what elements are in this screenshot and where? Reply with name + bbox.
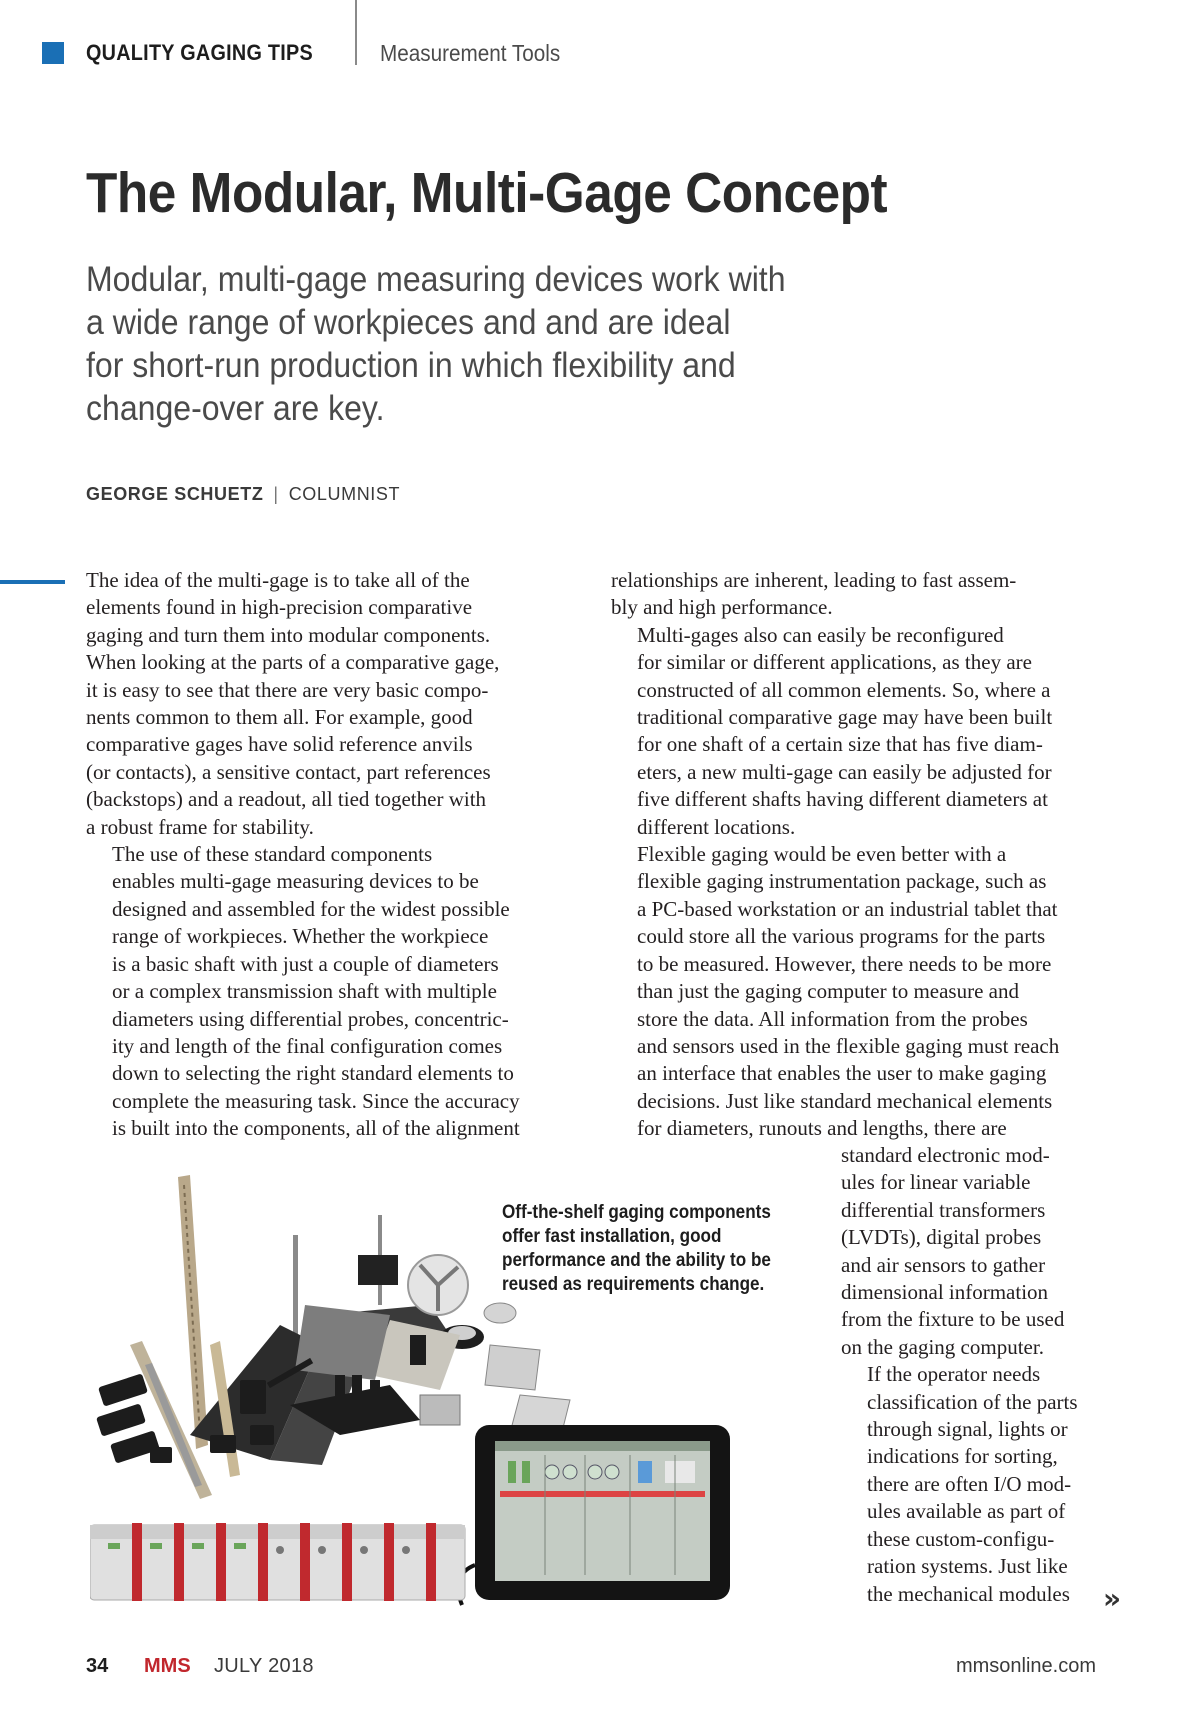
text-line: it is easy to see that there are very basic compo- <box>86 677 489 702</box>
deck-line: for short-run production in which flexibility and <box>86 346 736 385</box>
text-line: offer fast installation, good <box>502 1226 722 1247</box>
byline <box>86 484 400 505</box>
text-line: these custom-configu- <box>867 1526 1055 1551</box>
text-line: comparative gages have solid reference anvils <box>86 732 473 757</box>
text-line: ration systems. Just like <box>867 1554 1068 1579</box>
text-line: range of workpieces. Whether the workpiece <box>112 924 489 949</box>
text-line: performance and the ability to be <box>502 1250 771 1271</box>
text-line: enables multi-gage measuring devices to be <box>112 869 479 894</box>
text-line: classification of the parts <box>867 1389 1078 1414</box>
paragraph <box>611 567 1111 622</box>
text-line: bly and high performance. <box>611 595 833 620</box>
paragraph <box>611 622 1111 841</box>
section-marker-square <box>42 42 64 64</box>
text-line: through signal, lights or <box>867 1417 1068 1442</box>
text-line: The use of these standard components <box>112 842 433 867</box>
text-line: ity and length of the final configuration comes <box>112 1033 503 1058</box>
byline-separator: | <box>273 484 279 504</box>
text-line: and air sensors to gather <box>841 1252 1046 1277</box>
paragraph <box>841 1142 1101 1361</box>
text-line: and sensors used in the flexible gaging must reach <box>637 1033 1060 1058</box>
text-line: differential transformers <box>841 1197 1046 1222</box>
deck-line: Modular, multi-gage measuring devices work with <box>86 260 786 299</box>
text-line: to be measured. However, there needs to be more <box>637 951 1052 976</box>
text-line: ules available as part of <box>867 1499 1066 1524</box>
text-line: (or contacts), a sensitive contact, part references <box>86 759 491 784</box>
text-line: reused as requirements change. <box>502 1274 765 1295</box>
body-column-1 <box>86 567 586 1143</box>
text-line: eters, a new multi-gage can easily be adjusted for <box>637 759 1052 784</box>
deck-line: a wide range of workpieces and and are ideal <box>86 303 731 342</box>
slide-rails <box>130 1341 240 1499</box>
text-line: for one shaft of a certain size that has five diam- <box>637 732 1043 757</box>
text-line: (backstops) and a readout, all tied together with <box>86 787 487 812</box>
magazine-name: MMS <box>144 1655 191 1677</box>
text-line: Multi-gages also can easily be reconfigured <box>637 622 1004 647</box>
continue-arrow-icon[interactable]: » <box>1103 1582 1122 1615</box>
text-line: on the gaging computer. <box>841 1334 1044 1359</box>
issue-date: JULY 2018 <box>214 1655 314 1677</box>
text-line: Flexible gaging would be even better with a <box>637 842 1007 867</box>
paragraph <box>841 1361 1101 1608</box>
text-line: gaging and turn them into modular components. <box>86 622 491 647</box>
text-line: (LVDTs), digital probes <box>841 1225 1042 1250</box>
text-line: is a basic shaft with just a couple of diameters <box>112 951 499 976</box>
electronic-module-rack <box>90 1523 465 1601</box>
gage-column <box>178 1175 208 1449</box>
text-line: If the operator needs <box>867 1362 1041 1387</box>
text-line: standard electronic mod- <box>841 1143 1050 1167</box>
text-line: different locations. <box>637 814 796 839</box>
gaging-components-photo <box>90 1165 810 1625</box>
body-column-2 <box>611 567 1111 1143</box>
text-line: for diameters, runouts and lengths, there are <box>637 1116 1007 1141</box>
text-line: elements found in high-precision comparative <box>86 595 473 620</box>
text-line: a robust frame for stability. <box>86 814 314 839</box>
text-line: nents common to them all. For example, good <box>86 705 473 730</box>
text-line: is built into the components, all of the alignment <box>112 1116 520 1141</box>
text-line: decisions. Just like standard mechanical elements <box>637 1088 1053 1113</box>
website-link[interactable]: mmsonline.com <box>955 1655 1096 1677</box>
text-line: an interface that enables the user to make gaging <box>637 1061 1047 1086</box>
text-line: there are often I/O mod- <box>867 1471 1072 1496</box>
section-label: QUALITY GAGING TIPS <box>86 40 313 65</box>
text-line: a PC-based workstation or an industrial tablet that <box>637 896 1058 921</box>
page-number: 34 <box>86 1655 109 1677</box>
article-title: The Modular, Multi-Gage Concept <box>86 161 888 225</box>
text-line: down to selecting the right standard elements to <box>112 1061 514 1086</box>
text-line: from the fixture to be used <box>841 1307 1065 1332</box>
gaging-tablet <box>458 1425 730 1605</box>
text-line: traditional comparative gage may have been built <box>637 705 1053 730</box>
text-line: for similar or different applications, as they are <box>637 650 1032 675</box>
text-line: five different shafts having different diameters at <box>637 787 1048 812</box>
header-divider <box>355 0 357 65</box>
text-line: ules for linear variable <box>841 1170 1031 1195</box>
text-line: constructed of all common elements. So, where a <box>637 677 1051 702</box>
text-line: When looking at the parts of a comparative gage, <box>86 650 500 675</box>
text-line: flexible gaging instrumentation package, such as <box>637 869 1047 894</box>
text-line: Off-the-shelf gaging components <box>502 1202 771 1223</box>
text-line: indications for sorting, <box>867 1444 1058 1469</box>
author-role: COLUMNIST <box>288 484 401 504</box>
author-name: GEORGE SCHUETZ <box>86 484 264 504</box>
deck-line: change-over are key. <box>86 389 385 428</box>
text-line: complete the measuring task. Since the accuracy <box>112 1088 520 1113</box>
text-line: relationships are inherent, leading to fast assem- <box>611 568 1017 592</box>
text-line: or a complex transmission shaft with multiple <box>112 979 497 1004</box>
text-line: The idea of the multi-gage is to take all of the <box>86 568 470 592</box>
text-line: could store all the various programs for the parts <box>637 924 1046 949</box>
text-line: the mechanical modules <box>867 1581 1070 1606</box>
body-column-3 <box>841 1142 1101 1608</box>
paragraph <box>86 567 586 841</box>
text-line: dimensional information <box>841 1280 1049 1305</box>
paragraph <box>86 841 586 1142</box>
text-line: designed and assembled for the widest possible <box>112 896 510 921</box>
text-line: store the data. All information from the probes <box>637 1006 1028 1031</box>
article-deck <box>86 258 818 430</box>
topic-label: Measurement Tools <box>380 40 561 66</box>
paragraph <box>611 841 1111 1142</box>
column-start-accent <box>0 580 65 584</box>
text-line: diameters using differential probes, concentric- <box>112 1006 509 1031</box>
text-line: than just the gaging computer to measure and <box>637 979 1019 1004</box>
